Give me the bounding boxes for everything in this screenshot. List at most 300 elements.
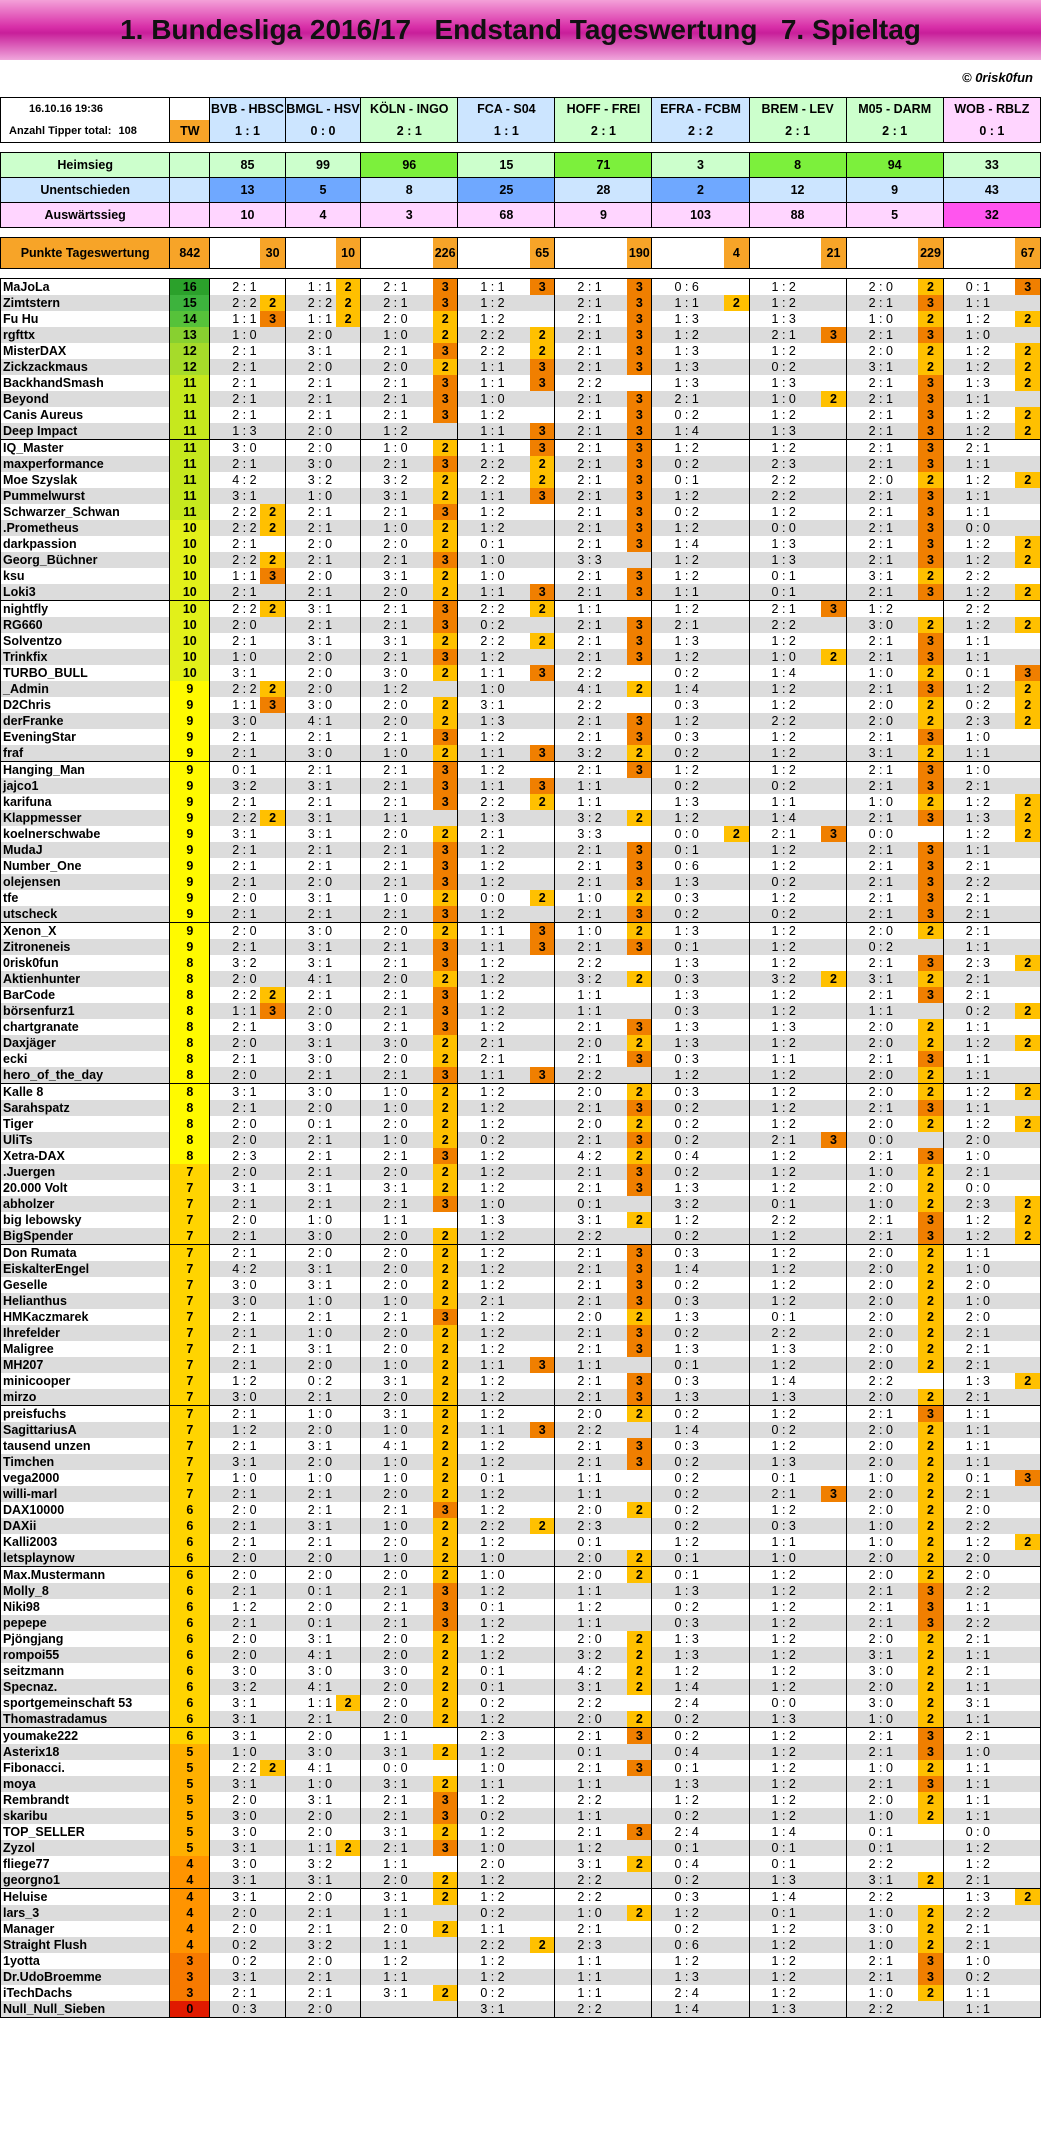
punkte-pad-1: [285, 238, 336, 269]
tip-points-6: [821, 939, 846, 955]
tip-points-4: 3: [627, 1261, 652, 1277]
tip-5: 1 : 2: [652, 762, 724, 779]
tip-3: 1 : 2: [458, 1583, 530, 1599]
tip-points-3: [530, 762, 555, 779]
tip-points-3: [530, 1051, 555, 1067]
tip-points-3: [530, 826, 555, 842]
tip-2: 1 : 1: [361, 1728, 433, 1745]
tip-4: 2 : 1: [555, 295, 627, 311]
tip-7: 2 : 2: [868, 1373, 893, 1388]
tip-points-7: 3: [918, 1615, 943, 1631]
tip-7: 2 : 1: [846, 842, 918, 858]
player-row: [1, 1003, 1041, 1019]
tip-points-3: [530, 1470, 555, 1486]
tip-7: 2 : 0: [868, 1180, 893, 1195]
tip-points-2: 2: [433, 1744, 458, 1760]
tip-1: 2 : 1: [285, 584, 336, 601]
tip-points-6: 3: [821, 826, 846, 842]
player-tw-score: 6: [170, 1550, 210, 1567]
tip-6: 1 : 2: [749, 681, 821, 697]
tip-points-7: 2: [918, 1357, 943, 1373]
player-tw-score: 8: [170, 1051, 210, 1067]
tip-points-2: 3: [433, 762, 458, 779]
tip-4: 2 : 1: [555, 279, 627, 296]
tip-7: 2 : 0: [868, 472, 893, 487]
tip-6: 1 : 2: [749, 1969, 821, 1985]
tip-points-4: 3: [627, 842, 652, 858]
tip-0: 2 : 2: [232, 987, 257, 1002]
tip-points-4: [627, 826, 652, 842]
player-name: rompoi55: [1, 1647, 170, 1663]
tip-points-5: [724, 745, 749, 762]
tip-3: 1 : 2: [458, 1245, 530, 1262]
tip-0: 2 : 1: [232, 536, 257, 551]
player-name: Don Rumata: [1, 1245, 170, 1262]
tip-7: 2 : 0: [868, 1116, 893, 1131]
player-tw-score: 11: [170, 488, 210, 504]
tip-7: 3 : 0: [868, 1921, 893, 1936]
tip-points-7: 3: [918, 504, 943, 520]
tip-5: 0 : 3: [674, 729, 699, 744]
tip-1: 1 : 1: [307, 311, 333, 326]
tip-1: 2 : 1: [285, 1389, 336, 1406]
tip-points-0: [260, 1647, 285, 1663]
tip-points-3: [530, 697, 555, 713]
tip-4: 2 : 1: [577, 536, 602, 551]
punkte-pad-6: [749, 238, 821, 269]
tip-points-4: 3: [627, 343, 652, 359]
tip-2: 1 : 0: [361, 1084, 433, 1101]
tip-points-5: [724, 1711, 749, 1728]
player-name: Schwarzer_Schwan: [1, 504, 170, 520]
tip-7: 2 : 1: [846, 488, 918, 504]
player-tw-score: 8: [170, 955, 210, 971]
tip-points-7: 3: [918, 584, 943, 601]
tip-points-0: [260, 1438, 285, 1454]
tip-8: 2 : 1: [943, 971, 1015, 987]
tip-points-7: 2: [918, 1792, 943, 1808]
tip-points-6: [821, 1711, 846, 1728]
tip-points-8: [1015, 1985, 1040, 2001]
tip-points-3: 2: [530, 1518, 555, 1534]
tip-points-1: [336, 1486, 361, 1502]
tip-2: 2 : 0: [383, 536, 408, 551]
tip-points-2: 3: [433, 1808, 458, 1824]
tip-points-2: 2: [433, 1679, 458, 1695]
tip-1: 3 : 1: [285, 810, 336, 826]
tip-points-2: 2: [433, 1422, 458, 1438]
tip-1: 4 : 1: [285, 1647, 336, 1663]
tip-points-6: [821, 697, 846, 713]
tip-5: 1 : 3: [652, 359, 724, 375]
player-name: derFranke: [1, 713, 170, 729]
tip-0: 4 : 2: [232, 472, 257, 487]
tip-2: 2 : 1: [361, 1583, 433, 1599]
tip-8: 1 : 1: [943, 649, 1015, 665]
game-header-5: EFRA - FCBM: [652, 98, 749, 121]
tip-points-5: [724, 874, 749, 890]
tip-points-8: [1015, 1792, 1040, 1808]
player-name: Tiger: [1, 1116, 170, 1132]
player-tw-score: 7: [170, 1180, 210, 1196]
tip-points-0: [260, 1357, 285, 1373]
punkte-game-6: 21: [821, 238, 846, 269]
tip-5: 1 : 3: [652, 1389, 724, 1406]
tip-0: 2 : 1: [210, 1583, 261, 1599]
tip-7: 2 : 0: [846, 1422, 918, 1438]
tip-2: 2 : 0: [383, 1921, 408, 1936]
tip-points-0: [260, 1969, 285, 1985]
tip-7: 3 : 0: [846, 617, 918, 633]
player-tw-score: 4: [170, 1921, 210, 1937]
tip-1: 3 : 1: [307, 1792, 333, 1807]
tip-points-0: [260, 617, 285, 633]
tip-points-4: 3: [627, 472, 652, 488]
tip-points-1: [336, 1067, 361, 1084]
tip-2: 2 : 1: [383, 407, 408, 422]
tip-points-2: 2: [433, 826, 458, 842]
tip-7: 2 : 1: [846, 295, 918, 311]
tip-points-0: [260, 1406, 285, 1423]
tip-0: 3 : 1: [210, 1711, 261, 1728]
tip-1: 3 : 1: [285, 1518, 336, 1534]
player-row: [1, 536, 1041, 552]
tip-8: 2 : 0: [965, 1277, 991, 1292]
tip-0: 2 : 1: [210, 456, 261, 472]
tip-2: 0 : 0: [383, 1760, 408, 1775]
player-name: iTechDachs: [1, 1985, 170, 2001]
tip-4: 2 : 1: [555, 488, 627, 504]
tip-7: 2 : 1: [868, 729, 893, 744]
tip-4: 2 : 2: [577, 955, 602, 970]
tip-points-8: [1015, 729, 1040, 745]
tip-1: 3 : 2: [285, 1937, 336, 1953]
tip-3: 1 : 2: [480, 1019, 505, 1034]
tip-points-8: [1015, 1744, 1040, 1760]
tip-8: 1 : 2: [943, 584, 1015, 601]
tip-7: 2 : 1: [868, 1953, 893, 1968]
player-row: [1, 504, 1041, 520]
tip-points-8: [1015, 1631, 1040, 1647]
tip-5: 1 : 2: [652, 601, 724, 618]
tip-points-1: 2: [336, 311, 361, 327]
tip-points-7: 2: [918, 713, 943, 729]
tip-7: 2 : 1: [846, 327, 918, 343]
tip-0: 2 : 1: [232, 1985, 257, 2000]
tip-points-6: [821, 762, 846, 779]
tip-8: 2 : 1: [943, 1164, 1015, 1180]
tip-0: 2 : 0: [210, 1550, 261, 1567]
tip-points-3: [530, 520, 555, 536]
tip-5: 1 : 4: [674, 536, 699, 551]
tip-0: 2 : 1: [210, 745, 261, 762]
player-name: Beyond: [1, 391, 170, 407]
tip-points-8: [1015, 1856, 1040, 1872]
tip-points-7: 2: [918, 1937, 943, 1953]
tip-points-4: 2: [627, 1631, 652, 1647]
tip-6: 1 : 2: [749, 295, 821, 311]
tip-5: 1 : 3: [674, 1341, 699, 1356]
tip-points-6: 3: [821, 1486, 846, 1502]
tip-5: 0 : 4: [674, 1856, 699, 1871]
tip-4: 2 : 0: [555, 1711, 627, 1728]
tip-5: 1 : 3: [652, 1969, 724, 1985]
player-row: [1, 1969, 1041, 1985]
tip-3: 1 : 1: [458, 745, 530, 762]
tip-6: 1 : 1: [771, 1534, 796, 1549]
player-name: MisterDAX: [1, 343, 170, 359]
tip-points-7: 2: [918, 1486, 943, 1502]
tip-points-7: 2: [918, 1180, 943, 1196]
tip-points-5: [724, 536, 749, 552]
tip-4: 1 : 1: [577, 1953, 602, 1968]
tip-6: 1 : 2: [749, 1567, 821, 1584]
tip-8: 2 : 1: [943, 1872, 1015, 1889]
player-tw-score: 7: [170, 1341, 210, 1357]
tip-points-1: [336, 343, 361, 359]
tip-points-3: [530, 1631, 555, 1647]
tip-6: 1 : 2: [749, 1647, 821, 1663]
tip-points-1: [336, 375, 361, 391]
tip-points-0: [260, 1325, 285, 1341]
tip-5: 1 : 2: [674, 1663, 699, 1678]
tip-3: 0 : 2: [458, 617, 530, 633]
tip-3: 2 : 2: [458, 327, 530, 343]
tip-2: 2 : 0: [361, 1711, 433, 1728]
tip-2: 2 : 0: [361, 1325, 433, 1341]
header-row-results: [1, 120, 1041, 143]
tip-0: 2 : 1: [210, 939, 261, 955]
tip-6: 1 : 2: [771, 1631, 796, 1646]
tip-3: 1 : 2: [458, 1325, 530, 1341]
tip-4: 2 : 1: [555, 423, 627, 440]
tip-points-1: [336, 1631, 361, 1647]
tip-2: 2 : 0: [361, 1389, 433, 1406]
tip-points-6: [821, 1406, 846, 1423]
tip-4: 2 : 1: [577, 1760, 602, 1775]
tip-2: 1 : 0: [361, 1100, 433, 1116]
player-row: [1, 1406, 1041, 1423]
tip-points-0: [260, 1985, 285, 2001]
player-name: BackhandSmash: [1, 375, 170, 391]
tip-0: 2 : 1: [232, 1341, 257, 1356]
player-row: [1, 520, 1041, 536]
tip-points-3: 3: [530, 778, 555, 794]
tip-7: 1 : 0: [868, 665, 893, 680]
tip-7: 2 : 1: [846, 1728, 918, 1745]
tip-points-0: [260, 1454, 285, 1470]
tip-0: 2 : 1: [210, 359, 261, 375]
tip-points-3: [530, 713, 555, 729]
tip-6: 1 : 2: [749, 842, 821, 858]
game-header-0: BVB - HBSC: [210, 98, 286, 121]
player-tw-score: 9: [170, 729, 210, 745]
player-tw-score: 7: [170, 1196, 210, 1212]
tip-3: 2 : 2: [480, 472, 505, 487]
tip-4: 0 : 1: [555, 1744, 627, 1760]
tip-points-2: 3: [433, 1840, 458, 1856]
tip-5: 2 : 4: [674, 1824, 699, 1839]
tip-points-1: [336, 1212, 361, 1228]
tip-1: 2 : 0: [285, 1728, 336, 1745]
tip-1: 2 : 1: [285, 391, 336, 407]
punkte-tageswertung-row: [1, 238, 1041, 269]
tip-3: 2 : 2: [458, 1518, 530, 1534]
tip-5: 1 : 3: [674, 1309, 699, 1324]
tip-points-4: 3: [627, 1728, 652, 1745]
tip-5: 0 : 2: [652, 906, 724, 923]
tip-points-0: [260, 1711, 285, 1728]
tip-3: 2 : 0: [480, 1856, 505, 1871]
tip-6: 1 : 2: [771, 1663, 796, 1678]
tip-points-7: 3: [918, 1212, 943, 1228]
tip-2: 3 : 1: [383, 1373, 408, 1388]
tip-2: 1 : 0: [361, 1518, 433, 1534]
tip-0: 1 : 1: [232, 568, 257, 583]
player-tw-score: 11: [170, 375, 210, 391]
tip-5: 0 : 2: [674, 407, 699, 422]
tip-1: 2 : 1: [307, 1985, 333, 2000]
tip-8: 1 : 2: [943, 681, 1015, 697]
tip-1: 1 : 0: [285, 1293, 336, 1309]
tip-points-4: 3: [627, 327, 652, 343]
tip-points-5: [724, 923, 749, 940]
tip-3: 0 : 2: [480, 1985, 505, 2000]
tip-points-4: 2: [627, 1567, 652, 1584]
player-row: [1, 1180, 1041, 1196]
tip-points-0: [260, 1470, 285, 1486]
tip-points-6: [821, 1550, 846, 1567]
tip-0: 2 : 0: [210, 1067, 261, 1084]
tip-points-7: 2: [918, 1325, 943, 1341]
tip-points-1: [336, 1325, 361, 1341]
tip-points-5: [724, 858, 749, 874]
player-row: [1, 1534, 1041, 1550]
tip-7: 2 : 0: [846, 713, 918, 729]
tip-7: 2 : 0: [868, 1277, 893, 1292]
tip-points-6: [821, 1760, 846, 1776]
player-name: RG660: [1, 617, 170, 633]
tip-0: 2 : 0: [232, 1502, 257, 1517]
tip-2: 1 : 1: [361, 1937, 433, 1953]
tip-points-1: [336, 890, 361, 906]
player-row: [1, 1164, 1041, 1180]
tip-points-0: 3: [260, 568, 285, 584]
tip-6: 2 : 1: [749, 327, 821, 343]
tip-4: 2 : 2: [555, 1067, 627, 1084]
player-name: Molly_8: [1, 1583, 170, 1599]
tip-points-1: [336, 1116, 361, 1132]
tip-6: 1 : 2: [771, 1921, 796, 1936]
player-name: chartgranate: [1, 1019, 170, 1035]
tip-5: 1 : 4: [652, 1261, 724, 1277]
player-row: [1, 1293, 1041, 1309]
player-row: [1, 343, 1041, 359]
player-row: [1, 456, 1041, 472]
tip-points-5: [724, 617, 749, 633]
tip-points-5: [724, 1744, 749, 1760]
tip-points-2: 3: [433, 1067, 458, 1084]
tip-1: 2 : 0: [285, 649, 336, 665]
stat-value-heimsieg-6: 8: [749, 153, 846, 178]
tip-points-8: [1015, 1454, 1040, 1470]
tip-0: 2 : 2: [232, 1760, 257, 1775]
tip-5: 0 : 3: [652, 1615, 724, 1631]
tip-points-6: [821, 794, 846, 810]
player-tw-score: 6: [170, 1663, 210, 1679]
tip-points-4: 3: [627, 1245, 652, 1262]
tip-points-1: [336, 1679, 361, 1695]
tip-points-4: 2: [627, 681, 652, 697]
player-row: [1, 359, 1041, 375]
tip-points-7: 2: [918, 1808, 943, 1824]
tip-0: 2 : 1: [232, 1534, 257, 1549]
tip-1: 3 : 1: [285, 939, 336, 955]
tip-points-3: [530, 1035, 555, 1051]
tip-points-6: [821, 295, 846, 311]
tip-7: 3 : 1: [846, 745, 918, 762]
tip-8: 0 : 2: [943, 1969, 1015, 1985]
tip-3: 1 : 3: [458, 713, 530, 729]
tip-points-7: 2: [918, 1470, 943, 1486]
tip-1: 2 : 0: [285, 1357, 336, 1373]
tip-7: 2 : 0: [846, 1245, 918, 1262]
tip-8: 2 : 1: [943, 778, 1015, 794]
tip-points-4: [627, 1840, 652, 1856]
tip-points-0: [260, 2001, 285, 2018]
tip-points-3: [530, 1116, 555, 1132]
tip-5: 0 : 4: [652, 1744, 724, 1760]
stat-row-auswaertssieg: [1, 203, 1041, 228]
tip-points-5: [724, 1824, 749, 1840]
tip-points-4: [627, 1872, 652, 1889]
tip-3: 1 : 1: [458, 279, 530, 296]
tip-points-1: [336, 1647, 361, 1663]
player-tw-score: 8: [170, 971, 210, 987]
tip-8: 1 : 1: [943, 2001, 1015, 2018]
stat-tw-cell: [170, 203, 210, 228]
tip-4: 2 : 1: [555, 1728, 627, 1745]
spacer-cell: [1, 143, 1041, 153]
tip-points-0: [260, 536, 285, 552]
tip-4: 3 : 1: [577, 1856, 602, 1871]
tip-points-6: [821, 1905, 846, 1921]
tip-0: 2 : 2: [210, 810, 261, 826]
tip-points-2: [433, 1905, 458, 1921]
player-tw-score: 7: [170, 1212, 210, 1228]
tip-points-7: 2: [918, 1567, 943, 1584]
tip-points-2: 2: [433, 1985, 458, 2001]
tip-2: 2 : 1: [383, 1019, 408, 1034]
tip-points-7: 2: [918, 1631, 943, 1647]
tip-points-6: [821, 1663, 846, 1679]
tip-points-6: [821, 1647, 846, 1663]
tip-points-3: [530, 1679, 555, 1695]
stat-value-unentschieden-2: 8: [361, 178, 458, 203]
tip-5: 0 : 0: [674, 826, 699, 841]
tip-2: 3 : 1: [383, 568, 408, 583]
tip-2: 2 : 1: [383, 794, 408, 809]
tip-points-5: [724, 1728, 749, 1745]
tip-7: 2 : 2: [846, 2001, 918, 2018]
tip-points-0: [260, 1550, 285, 1567]
tip-6: 1 : 2: [749, 1293, 821, 1309]
player-name: minicooper: [1, 1373, 170, 1389]
tip-points-0: [260, 1937, 285, 1953]
tip-1: 3 : 0: [285, 1228, 336, 1245]
tip-points-0: [260, 1373, 285, 1389]
tip-points-8: [1015, 1325, 1040, 1341]
